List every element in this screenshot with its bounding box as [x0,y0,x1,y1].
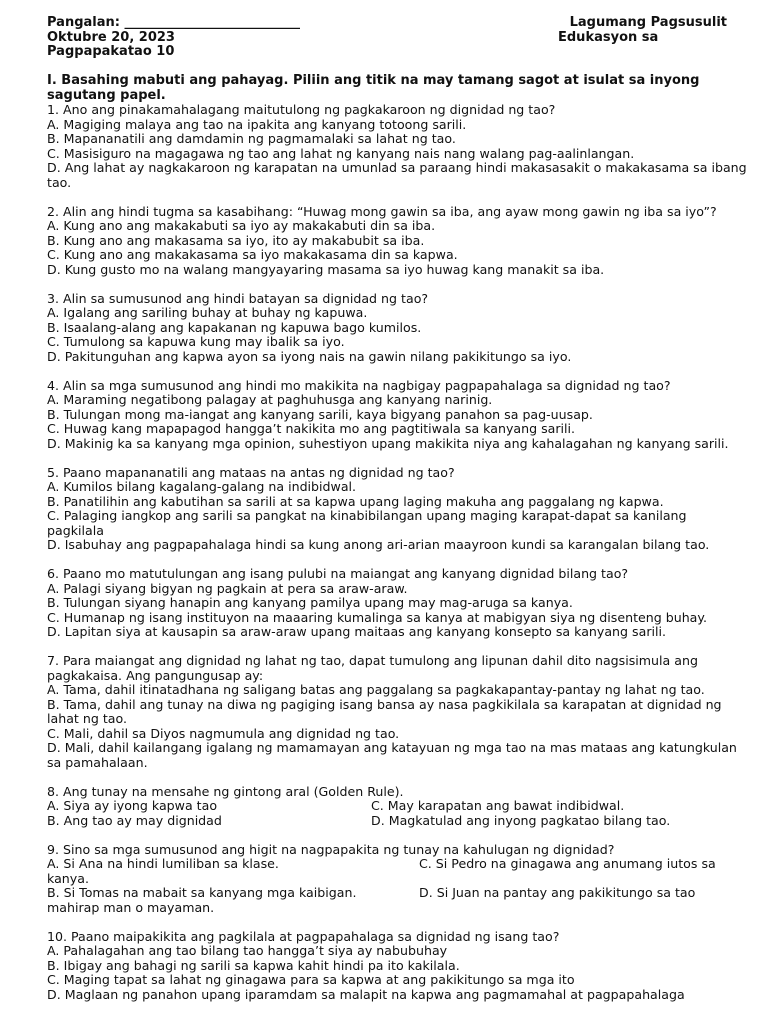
question-8 [47,785,747,829]
choice-c: C. Masisiguro na magagawa ng tao ang lahat ng kanyang nais nang walang pag-aalinlangan. [47,145,635,161]
question-10 [47,930,747,1003]
choice-d: D. Lapitan siya at kausapin sa araw-araw upang maitaas ang kanyang konsepto sa kanyang sarili. [47,624,666,639]
choice-c-continued: kanya. [47,870,89,886]
choice-c: C. Huwag kang mapapagod hangga’t nakikita mo ang pagtitiwala sa kanyang sarili. [47,421,576,436]
choice-b: B. Tulungan siyang hanapin ang kanyang pamilya upang may mag-aruga sa kanya. [47,595,573,610]
choice-a: A. Igalang ang sariling buhay at buhay ng kapuwa. [47,305,368,320]
choice-c: C. Mali, dahil sa Diyos nagmumula ang dignidad ng tao. [47,725,400,741]
choice-d: D. Isabuhay ang pagpapahalaga hindi sa kung anong ari-arian maayroon kundi sa karangalan bilang tao. [47,537,710,552]
choice-a: A. Tama, dahil itinatadhana ng saligang batas ang paggalang sa pagkakapantay-pantay ng lahat ng tao. [47,682,705,697]
choice-a: A. Siya ay iyong kapwa tao [47,798,218,813]
question-text: 2. Alin ang hindi tugma sa kasabihang: “Huwag mong gawin sa iba, ang ayaw mong gawin ng iba sa iyo”? [47,203,717,219]
quiz-title-line1: Lagumang Pagsusulit [569,15,727,30]
choice-a: A. Magiging malaya ang tao na ipakita ang kanyang totoong sarili. [47,116,467,132]
choice-b: B. Ibigay ang bahagi ng sarili sa kapwa kahit hindi pa ito kakilala. [47,957,460,973]
choice-b: B. Isaalang-alang ang kapakanan ng kapuwa bago kumilos. [47,319,422,335]
choice-c: C. Si Pedro na ginagawa ang anumang iutos sa [419,856,716,871]
question-2 [47,205,747,278]
question-text: 10. Paano maipakikita ang pagkilala at pagpapahalaga sa dignidad ng isang tao? [47,928,560,944]
subject-label: Pagpapakatao 10 [47,44,175,59]
question-4 [47,379,747,452]
choice-b: B. Tama, dahil ang tunay na diwa ng pagiging isang bansa ay nasa pagkikilala sa karapatan at dignidad ng lahat ng tao. [47,696,722,726]
choice-a: A. Kumilos bilang kagalang-galang na indibidwal. [47,479,357,494]
question-text: 8. Ang tunay na mensahe ng gintong aral (Golden Rule). [47,783,404,799]
choice-d: D. Pakitunguhan ang kapwa ayon sa iyong nais na gawin nilang pakikitungo sa iyo. [47,348,572,364]
choice-b: B. Ang tao ay may dignidad [47,812,222,828]
choice-a: A. Kung ano ang makakabuti sa iyo ay makakabuti din sa iba. [47,218,436,233]
question-3 [47,292,747,365]
instructions: I. Basahing mabuti ang pahayag. Piliin ang titik na may tamang sagot at isulat sa inyong sagutang papel. [47,73,700,103]
choice-c: C. May karapatan ang bawat indibidwal. [371,798,625,813]
question-7 [47,654,747,770]
question-text: 3. Alin sa sumusunod ang hindi batayan sa dignidad ng tao? [47,290,429,306]
choice-c: C. Maging tapat sa lahat ng ginagawa para sa kapwa at ang pakikitungo sa mga ito [47,972,575,987]
choice-d: D. Mali, dahil kailangang igalang ng mamamayan ang katayuan ng mga tao na mas mataas ang katungkulan sa pamahalaan. [47,740,737,770]
question-6 [47,567,747,640]
choice-d: D. Ang lahat ay nagkakaroon ng karapatan na umunlad sa paraang hindi makasasakit o makakasama sa ibang tao. [47,160,747,190]
choice-d: D. Magkatulad ang inyong pagkatao bilang tao. [371,812,671,828]
question-text: 6. Paano mo matutulungan ang isang pulubi na maiangat ang kanyang dignidad bilang tao? [47,566,629,581]
question-text: 5. Paano mapananatili ang mataas na antas ng dignidad ng tao? [47,464,455,480]
choice-d-continued: mahirap man o mayaman. [47,899,215,915]
question-text: 7. Para maiangat ang dignidad ng lahat ng tao, dapat tumulong ang lipunan dahil dito nagsisimula ang pagkakaisa. Ang pangungusap ay: [47,653,698,683]
question-5 [47,466,747,553]
question-9 [47,843,747,916]
choice-b: B. Tulungan mong ma-iangat ang kanyang sarili, kaya bigyang panahon sa pag-uusap. [47,406,593,422]
header [47,16,747,60]
choice-c: C. Humanap ng isang instituyon na maaaring kumalinga sa kanya at mabigyan siya ng disenteng buhay. [47,609,708,625]
choice-d: D. Maglaan ng panahon upang iparamdam sa malapit na kapwa ang pagmamahal at pagpapahalaga [47,986,685,1002]
choice-b: B. Kung ano ang makasama sa iyo, ito ay makabubit sa iba. [47,232,425,248]
question-1 [47,103,747,190]
choice-d: D. Kung gusto mo na walang mangyayaring masama sa iyo huwag kang manakit sa iba. [47,261,605,277]
choice-a: A. Si Ana na hindi lumiliban sa klase. [47,856,279,871]
choice-b: B. Panatilihin ang kabutihan sa sarili at sa kapwa upang laging makuha ang paggalang ng kapwa. [47,493,664,509]
choice-a: A. Palagi siyang bigyan ng pagkain at pera sa araw-araw. [47,580,408,596]
question-text: 4. Alin sa mga sumusunod ang hindi mo makikita na nagbigay pagpapahalaga sa dignidad ng tao? [47,377,671,393]
name-field-label: Pangalan: ___________________________ [47,15,300,30]
choice-a: A. Maraming negatibong palagay at paghuhusga ang kanyang narinig. [47,392,493,407]
choice-c: C. Palaging iangkop ang sarili sa pangkat na kinabibilangan upang maging karapat-dapat sa kanilang pagkilala [47,508,687,538]
choice-c: C. Tumulong sa kapuwa kung may ibalik sa iyo. [47,334,345,349]
choice-b: B. Si Tomas na mabait sa kanyang mga kaibigan. [47,885,357,900]
choice-d: D. Makinig ka sa kanyang mga opinion, suhestiyon upang makikita niya ang kahalagahan ng kanyang sarili. [47,435,729,451]
choice-d: D. Si Juan na pantay ang pakikitungo sa tao [419,885,696,900]
choice-a: A. Pahalagahan ang tao bilang tao hangga’t siya ay nabubuhay [47,943,448,958]
choice-c: C. Kung ano ang makakasama sa iyo makakasama din sa kapwa. [47,247,458,262]
quiz-date: Oktubre 20, 2023 [47,29,175,45]
question-text: 9. Sino sa mga sumusunod ang higit na nagpapakita ng tunay na kahulugan ng dignidad? [47,841,615,857]
choice-b: B. Mapananatili ang damdamin ng pagmamalaki sa lahat ng tao. [47,131,456,146]
question-text: 1. Ano ang pinakamahalagang maitutulong ng pagkakaroon ng dignidad ng tao? [47,102,556,117]
quiz-page [47,16,747,1002]
quiz-title-line2: Edukasyon sa [558,29,659,45]
